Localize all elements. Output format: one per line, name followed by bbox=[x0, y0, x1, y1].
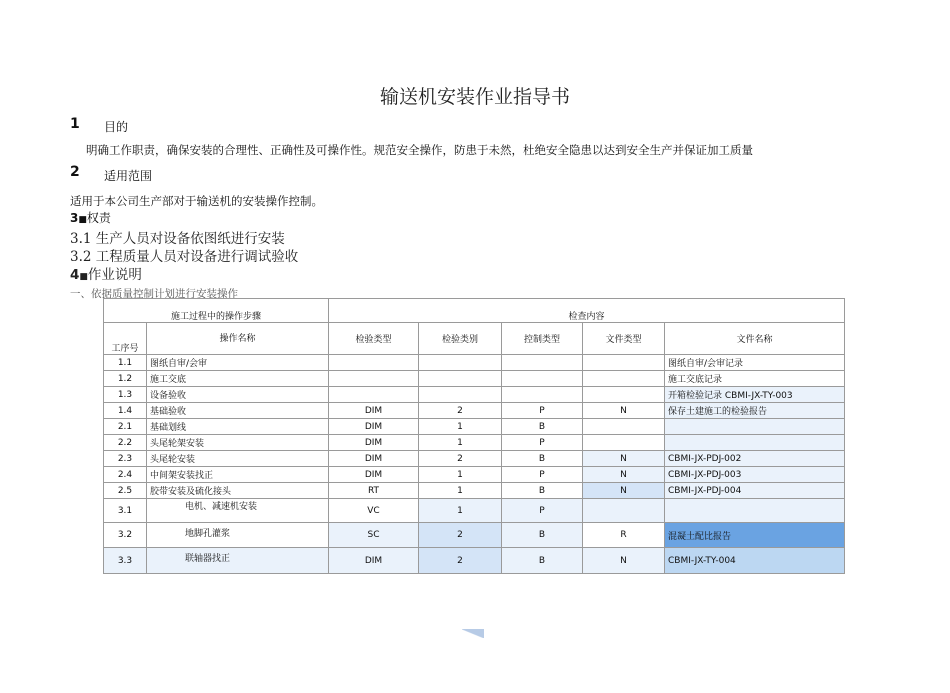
section-3-heading bbox=[70, 209, 111, 226]
cell-file-name bbox=[665, 419, 845, 435]
page-corner-decoration bbox=[462, 629, 484, 638]
section-3-title: 权责 bbox=[86, 211, 111, 225]
cell-control-type: P bbox=[502, 435, 583, 451]
section-4-number: 4 bbox=[70, 267, 80, 283]
cell-inspection-category: 1 bbox=[419, 499, 502, 523]
page-title: 输送机安装作业指导书 bbox=[379, 86, 570, 108]
cell-name: 施工交底 bbox=[147, 371, 329, 387]
section-3-item: 3.1 生产人员对设备依图纸进行安装 bbox=[70, 231, 285, 247]
cell-file-type bbox=[583, 419, 665, 435]
cell-file-name: 施工交底记录 bbox=[665, 371, 845, 387]
cell-file-type bbox=[583, 435, 665, 451]
cell-seq: 2.5 bbox=[104, 483, 147, 499]
cell-inspection-category: 1 bbox=[419, 467, 502, 483]
cell-seq: 2.2 bbox=[104, 435, 147, 451]
cell-file-type bbox=[583, 355, 665, 371]
cell-seq: 1.2 bbox=[104, 371, 147, 387]
cell-inspection-type: VC bbox=[329, 499, 419, 523]
header-inspection-category: 检验类别 bbox=[419, 323, 502, 355]
cell-file-name: 保存土建施工的检验报告 bbox=[665, 403, 845, 419]
cell-inspection-category bbox=[419, 387, 502, 403]
table-row bbox=[104, 499, 845, 523]
table-row bbox=[104, 523, 845, 548]
cell-file-name: 混凝土配比报告 bbox=[665, 523, 845, 548]
cell-control-type bbox=[502, 371, 583, 387]
cell-file-type: N bbox=[583, 548, 665, 574]
cell-inspection-category: 2 bbox=[419, 403, 502, 419]
cell-seq: 2.3 bbox=[104, 451, 147, 467]
cell-inspection-type: DIM bbox=[329, 548, 419, 574]
cell-inspection-type bbox=[329, 355, 419, 371]
table-row bbox=[104, 435, 845, 451]
cell-control-type bbox=[502, 355, 583, 371]
section-4-title: 作业说明 bbox=[87, 267, 142, 283]
cell-seq: 3.1 bbox=[104, 499, 147, 523]
section-4-heading bbox=[70, 263, 142, 283]
cell-name: 基础划线 bbox=[147, 419, 329, 435]
section-1-title: 目的 bbox=[104, 120, 129, 134]
cell-inspection-type: DIM bbox=[329, 435, 419, 451]
cell-name: 设备验收 bbox=[147, 387, 329, 403]
cell-file-name: CBMI-JX-PDJ-004 bbox=[665, 483, 845, 499]
section-3-number: 3 bbox=[70, 211, 79, 225]
table-row bbox=[104, 451, 845, 467]
cell-inspection-type: DIM bbox=[329, 419, 419, 435]
cell-control-type: B bbox=[502, 548, 583, 574]
cell-file-type: N bbox=[583, 403, 665, 419]
cell-file-name bbox=[665, 499, 845, 523]
table-row bbox=[104, 371, 845, 387]
header-control-type: 控制类型 bbox=[502, 323, 583, 355]
cell-inspection-category bbox=[419, 371, 502, 387]
cell-inspection-type: DIM bbox=[329, 451, 419, 467]
header-file-type: 文件类型 bbox=[583, 323, 665, 355]
cell-control-type bbox=[502, 387, 583, 403]
cell-inspection-category: 1 bbox=[419, 483, 502, 499]
cell-name: 电机、减速机安装 bbox=[147, 499, 329, 523]
cell-file-name: 开箱检验记录 CBMI-JX-TY-003 bbox=[665, 387, 845, 403]
cell-seq: 3.3 bbox=[104, 548, 147, 574]
cell-name: 联轴器找正 bbox=[147, 548, 329, 574]
cell-seq: 3.2 bbox=[104, 523, 147, 548]
section-3-item: 3.2 工程质量人员对设备进行调试验收 bbox=[70, 249, 299, 265]
cell-inspection-category: 1 bbox=[419, 435, 502, 451]
cell-file-type bbox=[583, 371, 665, 387]
cell-name: 头尾轮架安装 bbox=[147, 435, 329, 451]
cell-inspection-category: 2 bbox=[419, 451, 502, 467]
cell-control-type: B bbox=[502, 523, 583, 548]
square-bullet-icon: ■ bbox=[78, 215, 87, 225]
header-seq: 工序号 bbox=[104, 323, 147, 355]
cell-control-type: P bbox=[502, 467, 583, 483]
header-file-name: 文件名称 bbox=[665, 323, 845, 355]
cell-inspection-type: SC bbox=[329, 523, 419, 548]
cell-inspection-type: DIM bbox=[329, 403, 419, 419]
table-row bbox=[104, 483, 845, 499]
cell-file-type: N bbox=[583, 483, 665, 499]
cell-file-name: CBMI-JX-PDJ-002 bbox=[665, 451, 845, 467]
cell-seq: 1.3 bbox=[104, 387, 147, 403]
cell-inspection-category bbox=[419, 355, 502, 371]
cell-control-type: P bbox=[502, 403, 583, 419]
cell-file-name: 图纸自审/会审记录 bbox=[665, 355, 845, 371]
cell-control-type: B bbox=[502, 419, 583, 435]
cell-name: 基础验收 bbox=[147, 403, 329, 419]
cell-seq: 2.1 bbox=[104, 419, 147, 435]
cell-name: 中间架安装找正 bbox=[147, 467, 329, 483]
cell-file-name: CBMI-JX-TY-004 bbox=[665, 548, 845, 574]
cell-file-type bbox=[583, 387, 665, 403]
table-row bbox=[104, 548, 845, 574]
cell-name: 胶带安装及硫化接头 bbox=[147, 483, 329, 499]
header-operation-name: 操作名称 bbox=[147, 323, 329, 355]
header-process-group: 施工过程中的操作步骤 bbox=[104, 299, 329, 323]
section-1-number: 1 bbox=[70, 116, 80, 132]
cell-inspection-type: DIM bbox=[329, 467, 419, 483]
section-2-number: 2 bbox=[70, 164, 80, 180]
cell-name: 图纸自审/会审 bbox=[147, 355, 329, 371]
header-inspection-type: 检验类型 bbox=[329, 323, 419, 355]
cell-file-name bbox=[665, 435, 845, 451]
cell-inspection-type: RT bbox=[329, 483, 419, 499]
subsection-heading: 一、依据质量控制计划进行安装操作 bbox=[70, 288, 238, 300]
table-row bbox=[104, 419, 845, 435]
cell-inspection-type bbox=[329, 387, 419, 403]
cell-seq: 1.1 bbox=[104, 355, 147, 371]
cell-name: 地脚孔灌浆 bbox=[147, 523, 329, 548]
cell-inspection-category: 1 bbox=[419, 419, 502, 435]
cell-file-type: N bbox=[583, 467, 665, 483]
cell-inspection-category: 2 bbox=[419, 523, 502, 548]
section-2-title: 适用范围 bbox=[104, 169, 153, 183]
section-1-body: 明确工作职责，确保安装的合理性、正确性及可操作性。规范安全操作，防患于未然，杜绝安全隐患以达到安全生产并保证加工质量 bbox=[86, 143, 753, 157]
square-bullet-icon: ■ bbox=[79, 272, 88, 282]
cell-inspection-category: 2 bbox=[419, 548, 502, 574]
section-2-body: 适用于本公司生产部对于输送机的安装操作控制。 bbox=[70, 194, 323, 208]
table-row bbox=[104, 467, 845, 483]
cell-file-type: R bbox=[583, 523, 665, 548]
cell-seq: 2.4 bbox=[104, 467, 147, 483]
cell-file-type bbox=[583, 499, 665, 523]
inspection-table bbox=[103, 298, 845, 574]
table-row bbox=[104, 403, 845, 419]
cell-inspection-type bbox=[329, 371, 419, 387]
cell-seq: 1.4 bbox=[104, 403, 147, 419]
cell-control-type: B bbox=[502, 451, 583, 467]
cell-file-type: N bbox=[583, 451, 665, 467]
cell-file-name: CBMI-JX-PDJ-003 bbox=[665, 467, 845, 483]
table-row bbox=[104, 387, 845, 403]
table-row bbox=[104, 355, 845, 371]
cell-control-type: B bbox=[502, 483, 583, 499]
cell-control-type: P bbox=[502, 499, 583, 523]
cell-name: 头尾轮安装 bbox=[147, 451, 329, 467]
header-inspection-group: 检查内容 bbox=[329, 299, 845, 323]
